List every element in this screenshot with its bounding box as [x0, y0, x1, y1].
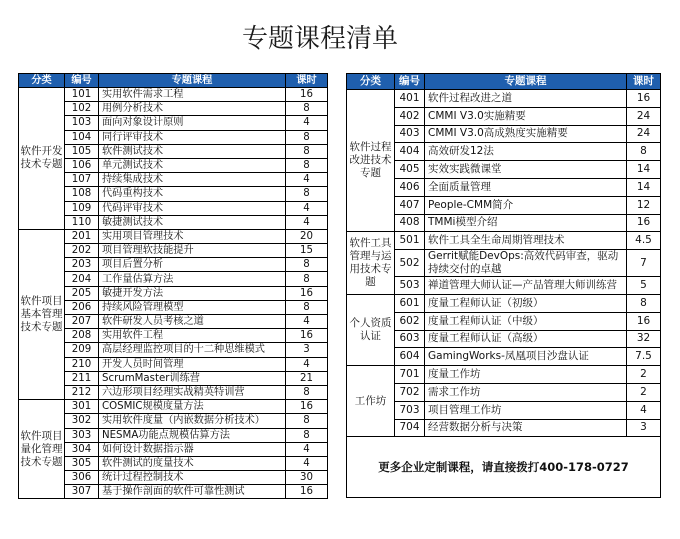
- course-name: 经营数据分析与决策: [425, 419, 627, 437]
- table-row: [347, 294, 661, 312]
- category-label: 工作坊: [354, 394, 387, 407]
- table-row: [347, 419, 661, 437]
- course-hours: 8: [286, 102, 328, 116]
- course-hours: 16: [286, 88, 328, 102]
- category-label: 软件过程改进技术专题: [349, 141, 392, 180]
- table-row: [347, 125, 661, 143]
- course-code: 604: [395, 348, 425, 366]
- category-label: 软件工具管理与运用技术专题: [349, 237, 392, 289]
- course-code: 406: [395, 178, 425, 196]
- course-code: 301: [65, 400, 99, 414]
- header-code: 编号: [65, 74, 99, 88]
- header-hours: 课时: [627, 74, 661, 90]
- course-hours: 3: [286, 343, 328, 357]
- table-row: [19, 485, 328, 499]
- course-hours: 8: [286, 158, 328, 172]
- course-code: 407: [395, 196, 425, 214]
- course-name: 持续集成技术: [99, 173, 286, 187]
- course-name: COSMIC规模度量方法: [99, 400, 286, 414]
- course-hours: 8: [627, 294, 661, 312]
- course-code: 502: [395, 250, 425, 277]
- table-row: [19, 371, 328, 385]
- course-hours: 2: [627, 366, 661, 384]
- course-name: 基于操作剖面的软件可靠性测试: [99, 485, 286, 499]
- course-code: 403: [395, 125, 425, 143]
- contact-footer: 更多企业定制课程，请直接拨打400-178-0727: [347, 437, 661, 498]
- course-code: 404: [395, 143, 425, 161]
- table-row: [347, 348, 661, 366]
- course-code: 501: [395, 232, 425, 250]
- course-name: 实用软件度量（内嵌数据分析技术）: [99, 414, 286, 428]
- course-name: GamingWorks-凤凰项目沙盘认证: [425, 348, 627, 366]
- course-hours: 4: [286, 442, 328, 456]
- course-name: 软件测试的度量技术: [99, 456, 286, 470]
- table-row: [347, 250, 661, 277]
- header-course: 专题课程: [425, 74, 627, 90]
- course-name: 软件测试技术: [99, 144, 286, 158]
- course-name: 实用软件需求工程: [99, 88, 286, 102]
- course-name: 软件工具全生命周期管理技术: [425, 232, 627, 250]
- table-row: [19, 471, 328, 485]
- course-code: 210: [65, 357, 99, 371]
- table-row: [347, 401, 661, 419]
- course-name: 代码评审技术: [99, 201, 286, 215]
- course-name: 高层经理监控项目的十二种思维模式: [99, 343, 286, 357]
- course-hours: 16: [286, 286, 328, 300]
- category-label: 软件开发技术专题: [20, 145, 63, 171]
- table-row: [19, 173, 328, 187]
- table-row: [347, 107, 661, 125]
- table-row: [347, 90, 661, 108]
- course-name: 实用软件工程: [99, 329, 286, 343]
- table-row: [19, 286, 328, 300]
- course-hours: 12: [627, 196, 661, 214]
- course-hours: 16: [627, 214, 661, 232]
- course-hours: 7: [627, 250, 661, 277]
- table-row: [19, 187, 328, 201]
- table-row: [347, 277, 661, 295]
- course-hours: 8: [286, 130, 328, 144]
- course-hours: 4.5: [627, 232, 661, 250]
- category-cell: [347, 232, 395, 295]
- course-hours: 8: [286, 272, 328, 286]
- course-name: 软件过程改进之道: [425, 90, 627, 108]
- course-hours: 16: [627, 90, 661, 108]
- course-code: 106: [65, 158, 99, 172]
- table-row: [347, 196, 661, 214]
- course-name: 禅道管理大师认证—产品管理大师训练营: [425, 277, 627, 295]
- course-hours: 2: [627, 383, 661, 401]
- course-code: 402: [395, 107, 425, 125]
- footer-row: [347, 437, 661, 498]
- course-hours: 7.5: [627, 348, 661, 366]
- course-code: 405: [395, 161, 425, 179]
- course-name: 代码重构技术: [99, 187, 286, 201]
- course-hours: 5: [627, 277, 661, 295]
- table-row: [19, 158, 328, 172]
- course-code: 305: [65, 456, 99, 470]
- course-hours: 4: [286, 215, 328, 229]
- category-label: 软件项目量化管理技术专题: [20, 429, 63, 468]
- table-row: [19, 144, 328, 158]
- course-code: 212: [65, 385, 99, 399]
- table-row: [19, 272, 328, 286]
- course-code: 208: [65, 329, 99, 343]
- course-code: 202: [65, 244, 99, 258]
- category-cell: [347, 90, 395, 232]
- course-name: 如何设计数据指示器: [99, 442, 286, 456]
- course-hours: 3: [627, 419, 661, 437]
- course-hours: 8: [286, 428, 328, 442]
- course-code: 704: [395, 419, 425, 437]
- left-table-body: [19, 88, 328, 499]
- header-category: 分类: [19, 74, 65, 88]
- table-row: [347, 366, 661, 384]
- course-code: 703: [395, 401, 425, 419]
- course-name: 敏捷开发方法: [99, 286, 286, 300]
- table-row: [19, 88, 328, 102]
- table-row: [19, 244, 328, 258]
- course-code: 102: [65, 102, 99, 116]
- course-hours: 21: [286, 371, 328, 385]
- course-code: 702: [395, 383, 425, 401]
- course-hours: 4: [286, 357, 328, 371]
- header-hours: 课时: [286, 74, 328, 88]
- table-row: [19, 258, 328, 272]
- table-row: [19, 400, 328, 414]
- course-hours: 15: [286, 244, 328, 258]
- table-row: [347, 330, 661, 348]
- course-hours: 16: [286, 329, 328, 343]
- course-name: 单元测试技术: [99, 158, 286, 172]
- category-label: 软件项目基本管理技术专题: [20, 295, 63, 333]
- course-hours: 8: [286, 300, 328, 314]
- course-name: 需求工作坊: [425, 383, 627, 401]
- course-code: 107: [65, 173, 99, 187]
- category-cell: [347, 294, 395, 365]
- course-hours: 4: [286, 456, 328, 470]
- course-code: 109: [65, 201, 99, 215]
- course-code: 307: [65, 485, 99, 499]
- table-row: [347, 143, 661, 161]
- course-code: 304: [65, 442, 99, 456]
- course-name: 软件研发人员考核之道: [99, 315, 286, 329]
- course-code: 201: [65, 229, 99, 243]
- course-hours: 16: [627, 312, 661, 330]
- table-row: [19, 300, 328, 314]
- category-cell: [19, 88, 65, 230]
- course-hours: 16: [286, 485, 328, 499]
- course-code: 408: [395, 214, 425, 232]
- category-cell: [347, 366, 395, 437]
- table-row: [19, 456, 328, 470]
- course-hours: 16: [286, 400, 328, 414]
- course-name: 统计过程控制技术: [99, 471, 286, 485]
- course-hours: 8: [286, 187, 328, 201]
- course-hours: 14: [627, 161, 661, 179]
- course-name: 项目管理软技能提升: [99, 244, 286, 258]
- course-code: 503: [395, 277, 425, 295]
- course-code: 103: [65, 116, 99, 130]
- category-label: 个人资质认证: [349, 317, 392, 343]
- table-row: [347, 232, 661, 250]
- course-code: 603: [395, 330, 425, 348]
- course-name: 项目后置分析: [99, 258, 286, 272]
- table-row: [347, 214, 661, 232]
- course-hours: 8: [286, 144, 328, 158]
- course-code: 108: [65, 187, 99, 201]
- course-hours: 24: [627, 107, 661, 125]
- course-hours: 8: [286, 385, 328, 399]
- header-course: 专题课程: [99, 74, 286, 88]
- course-name: CMMI V3.0实施精要: [425, 107, 627, 125]
- table-row: [347, 312, 661, 330]
- course-name: NESMA功能点规模估算方法: [99, 428, 286, 442]
- page-title: 专题课程清单: [241, 24, 398, 54]
- course-code: 209: [65, 343, 99, 357]
- course-code: 303: [65, 428, 99, 442]
- course-code: 601: [395, 294, 425, 312]
- table-row: [19, 201, 328, 215]
- course-name: 全面质量管理: [425, 178, 627, 196]
- course-code: 602: [395, 312, 425, 330]
- table-row: [19, 414, 328, 428]
- course-name: 项目管理工作坊: [425, 401, 627, 419]
- course-name: 度量工程师认证（高级）: [425, 330, 627, 348]
- table-row: [347, 161, 661, 179]
- course-name: 度量工作坊: [425, 366, 627, 384]
- course-name: 同行评审技术: [99, 130, 286, 144]
- course-name: ScrumMaster训练营: [99, 371, 286, 385]
- course-hours: 24: [627, 125, 661, 143]
- course-code: 105: [65, 144, 99, 158]
- right-table-body: [347, 90, 661, 437]
- course-name: 面向对象设计原则: [99, 116, 286, 130]
- table-row: [19, 442, 328, 456]
- course-hours: 4: [286, 315, 328, 329]
- table-row: [19, 116, 328, 130]
- table-header-row: [19, 74, 328, 88]
- course-code: 211: [65, 371, 99, 385]
- category-cell: [19, 229, 65, 399]
- course-hours: 8: [286, 258, 328, 272]
- left-course-table: [18, 73, 328, 499]
- table-row: [19, 428, 328, 442]
- course-code: 101: [65, 88, 99, 102]
- course-code: 104: [65, 130, 99, 144]
- course-name: TMMi模型介绍: [425, 214, 627, 232]
- right-course-table: [346, 73, 661, 498]
- course-hours: 8: [627, 143, 661, 161]
- table-row: [19, 343, 328, 357]
- course-name: People-CMM简介: [425, 196, 627, 214]
- course-code: 302: [65, 414, 99, 428]
- table-row: [19, 229, 328, 243]
- table-row: [19, 130, 328, 144]
- table-row: [347, 383, 661, 401]
- course-name: 高效研发12法: [425, 143, 627, 161]
- course-code: 206: [65, 300, 99, 314]
- course-name: 实效实践微课堂: [425, 161, 627, 179]
- table-header-row: [347, 74, 661, 90]
- header-category: 分类: [347, 74, 395, 90]
- course-name: 六边形项目经理实战精英特训营: [99, 385, 286, 399]
- table-row: [19, 357, 328, 371]
- course-code: 701: [395, 366, 425, 384]
- course-code: 204: [65, 272, 99, 286]
- course-code: 203: [65, 258, 99, 272]
- course-hours: 4: [286, 116, 328, 130]
- table-row: [19, 385, 328, 399]
- course-code: 306: [65, 471, 99, 485]
- course-name: 开发人员时间管理: [99, 357, 286, 371]
- course-name: 敏捷测试技术: [99, 215, 286, 229]
- course-hours: 14: [627, 178, 661, 196]
- course-hours: 20: [286, 229, 328, 243]
- course-code: 205: [65, 286, 99, 300]
- course-name: 实用项目管理技术: [99, 229, 286, 243]
- category-cell: [19, 400, 65, 499]
- course-hours: 4: [286, 201, 328, 215]
- course-name: CMMI V3.0高成熟度实施精要: [425, 125, 627, 143]
- course-hours: 32: [627, 330, 661, 348]
- course-name: Gerrit赋能DevOps:高效代码审查，驱动持续交付的卓越: [425, 250, 627, 277]
- course-name: 度量工程师认证（中级）: [425, 312, 627, 330]
- course-name: 持续风险管理模型: [99, 300, 286, 314]
- course-name: 工作量估算方法: [99, 272, 286, 286]
- table-row: [19, 329, 328, 343]
- table-row: [19, 315, 328, 329]
- course-hours: 4: [286, 173, 328, 187]
- table-row: [347, 178, 661, 196]
- course-hours: 4: [627, 401, 661, 419]
- table-row: [19, 102, 328, 116]
- course-code: 207: [65, 315, 99, 329]
- course-name: 度量工程师认证（初级）: [425, 294, 627, 312]
- table-row: [19, 215, 328, 229]
- header-code: 编号: [395, 74, 425, 90]
- course-name: 用例分析技术: [99, 102, 286, 116]
- course-code: 110: [65, 215, 99, 229]
- course-hours: 8: [286, 414, 328, 428]
- course-hours: 30: [286, 471, 328, 485]
- course-code: 401: [395, 90, 425, 108]
